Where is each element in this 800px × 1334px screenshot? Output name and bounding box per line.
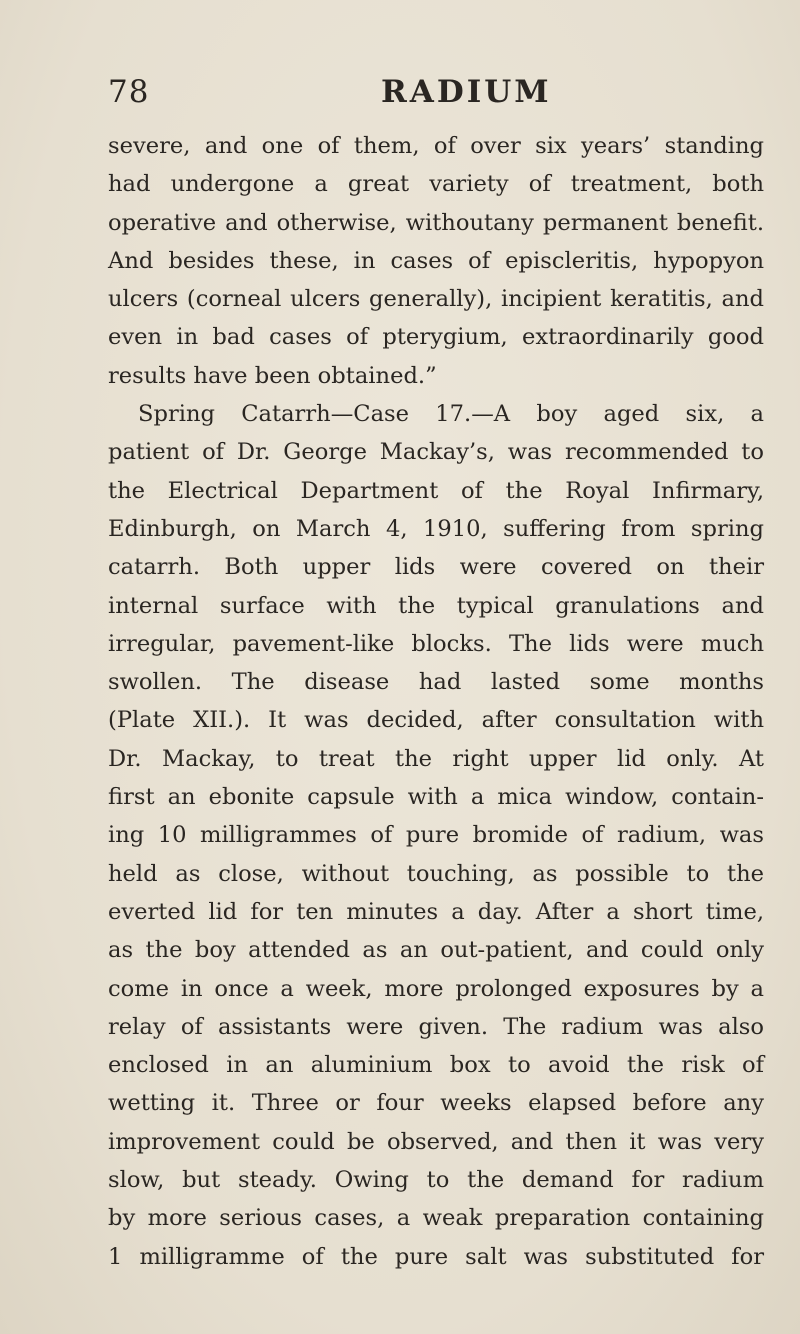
text-line: results have been obtained.”: [108, 362, 437, 389]
text-line: even in bad cases of pterygium, extraordinarily good: [108, 324, 764, 351]
text-line: internal surface with the typical granulations and: [108, 592, 764, 619]
text-line: had undergone a great variety of treatment, both: [108, 171, 764, 198]
text-line: Edinburgh, on March 4, 1910, suffering from spring: [108, 515, 764, 542]
text-line: operative and otherwise, withoutany permanent benefit.: [108, 209, 764, 236]
text-line: And besides these, in cases of episcleritis, hypopyon: [108, 247, 764, 274]
text-line: ulcers (corneal ulcers generally), incipient keratitis, and: [108, 286, 764, 313]
text-line: wetting it. Three or four weeks elapsed before any: [108, 1090, 764, 1117]
text-line: improvement could be observed, and then it was very: [108, 1128, 764, 1155]
text-line: first an ebonite capsule with a mica window, contain-: [108, 784, 764, 811]
text-line: 1 milligramme of the pure salt was substituted for: [108, 1243, 764, 1270]
text-line: Dr. Mackay, to treat the right upper lid only. At: [108, 745, 764, 772]
section-heading-line: Spring Catarrh—Case 17.—A boy aged six, a: [138, 401, 764, 428]
running-head: RADIUM: [381, 74, 552, 110]
text-line: relay of assistants were given. The radium was also: [108, 1013, 764, 1040]
text-line: enclosed in an aluminium box to avoid the risk of: [108, 1052, 764, 1079]
body-text: [108, 127, 764, 1276]
text-line: swollen. The disease had lasted some months: [108, 669, 764, 696]
text-line: irregular, pavement-like blocks. The lids were much: [108, 630, 764, 657]
text-line: patient of Dr. George Mackay’s, was recommended to: [108, 439, 764, 466]
page-number: 78: [108, 74, 150, 110]
text-line: slow, but steady. Owing to the demand for radium: [108, 1167, 764, 1194]
text-line: the Electrical Department of the Royal Infirmary,: [108, 477, 764, 504]
text-line: catarrh. Both upper lids were covered on their: [108, 554, 764, 581]
text-line: (Plate XII.). It was decided, after consultation with: [108, 707, 764, 734]
text-line: severe, and one of them, of over six years’ standing: [108, 133, 764, 159]
text-line: as the boy attended as an out-patient, and could only: [108, 937, 764, 964]
page-header: [108, 74, 768, 118]
text-line: come in once a week, more prolonged exposures by a: [108, 975, 764, 1002]
text-line: everted lid for ten minutes a day. After a short time,: [108, 898, 764, 925]
text-line: held as close, without touching, as possible to the: [108, 860, 764, 887]
text-line: ing 10 milligrammes of pure bromide of radium, was: [108, 822, 764, 849]
text-line: by more serious cases, a weak preparation containing: [108, 1205, 764, 1232]
